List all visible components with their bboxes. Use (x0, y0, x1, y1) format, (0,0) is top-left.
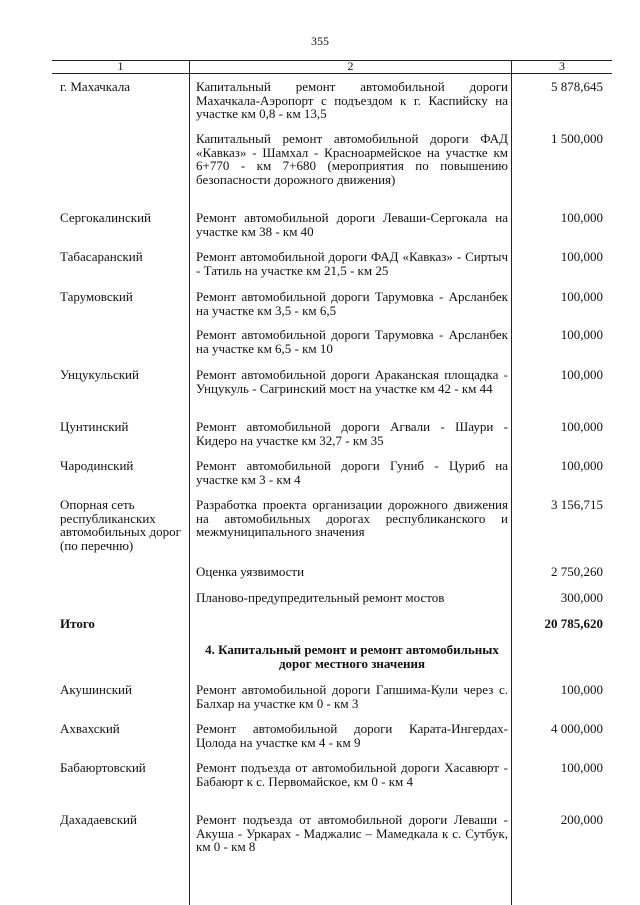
district-cell: Дахадаевский (60, 812, 137, 827)
work-cell: Планово-предупредительный ремонт мостов (196, 590, 445, 605)
work-cell: Ремонт автомобильной дороги Тарумовка - Арсланбек на участке км 6,5 - км 10 (196, 327, 508, 356)
work-cell: Капитальный ремонт автомобильной дороги Махачкала-Аэропорт с подъездом к г. Каспийску на участке км 0,8 - км 13,5 (196, 79, 508, 121)
amount-cell: 100,000 (560, 289, 603, 304)
column-number-3: 3 (559, 59, 565, 73)
work-cell: Разработка проекта организации дорожного движения на автомобильных дорогах республиканского и межмуниципального значения (196, 497, 508, 539)
work-cell: Оценка уязвимости (196, 564, 305, 579)
district-cell: Чародинский (60, 458, 134, 473)
total-amount: 20 785,620 (544, 616, 603, 631)
work-cell: Ремонт автомобильной дороги Карата-Ингердах-Цолода на участке км 4 - км 9 (196, 721, 508, 750)
district-cell: Опорная сеть республиканских автомобильных дорог (по перечню) (60, 497, 181, 553)
amount-cell: 300,000 (560, 590, 603, 605)
amount-cell: 100,000 (560, 327, 603, 342)
work-cell: Ремонт автомобильной дороги Араканская площадка - Унцукуль - Сагринский мост на участке км 42 - км 44 (196, 367, 508, 396)
district-cell: Табасаранский (60, 249, 143, 264)
district-cell: Ахвахский (60, 721, 120, 736)
table-header-border (52, 73, 612, 74)
work-cell: Ремонт автомобильной дороги Леваши-Сергокала на участке км 38 - км 40 (196, 210, 508, 239)
amount-cell: 100,000 (560, 419, 603, 434)
work-cell: Ремонт автомобильной дороги Гуниб - Цуриб на участке км 3 - км 4 (196, 458, 508, 487)
amount-cell: 100,000 (560, 682, 603, 697)
district-cell: г. Махачкала (60, 79, 131, 94)
work-cell: Ремонт автомобильной дороги Агвали - Шаури - Кидеро на участке км 32,7 - км 35 (196, 419, 508, 448)
column-number-1: 1 (117, 59, 124, 73)
amount-cell: 100,000 (560, 458, 603, 473)
district-cell: Акушинский (60, 682, 132, 697)
district-cell: Сергокалинский (60, 210, 152, 225)
work-cell: Ремонт автомобильной дороги Гапшима-Кули через с. Балхар на участке км 0 - км 3 (196, 682, 508, 711)
amount-cell: 100,000 (560, 760, 603, 775)
column-divider-2 (511, 60, 512, 905)
district-cell: Тарумовский (60, 289, 133, 304)
work-cell: Ремонт подъезда от автомобильной дороги Хасавюрт - Бабаюрт к с. Первомайское, км 0 - км 4 (196, 760, 508, 789)
amount-cell: 4 000,000 (551, 721, 603, 736)
column-number-2: 2 (347, 59, 354, 73)
amount-cell: 100,000 (560, 210, 603, 225)
amount-cell: 1 500,000 (551, 131, 603, 146)
district-cell: Бабаюртовский (60, 760, 146, 775)
district-cell: Цунтинский (60, 419, 129, 434)
page-number: 355 (311, 34, 329, 48)
work-cell: Капитальный ремонт автомобильной дороги ФАД «Кавказ» - Шамхал - Красноармейское на участке км 6+770 - км 7+680 (мероприятия по повышению безопасности дорожного движения) (196, 131, 508, 187)
amount-cell: 100,000 (560, 249, 603, 264)
work-cell: Ремонт автомобильной дороги ФАД «Кавказ» - Сиртыч - Татиль на участке км 21,5 - км 25 (196, 249, 508, 278)
district-cell: Унцукульский (60, 367, 139, 382)
amount-cell: 100,000 (560, 367, 603, 382)
total-label: Итого (60, 616, 95, 631)
amount-cell: 3 156,715 (551, 497, 603, 512)
section-title: 4. Капитальный ремонт и ремонт автомобильных дорог местного значения (205, 642, 499, 671)
amount-cell: 2 750,260 (551, 564, 603, 579)
amount-cell: 200,000 (560, 812, 603, 827)
work-cell: Ремонт подъезда от автомобильной дороги Леваши - Акуша - Уркарах - Маджалис – Мамедкала к с. Сутбук, км 0 - км 8 (196, 812, 508, 854)
work-cell: Ремонт автомобильной дороги Тарумовка - Арсланбек на участке км 3,5 - км 6,5 (196, 289, 508, 318)
column-divider-1 (189, 60, 190, 905)
amount-cell: 5 878,645 (551, 79, 603, 94)
